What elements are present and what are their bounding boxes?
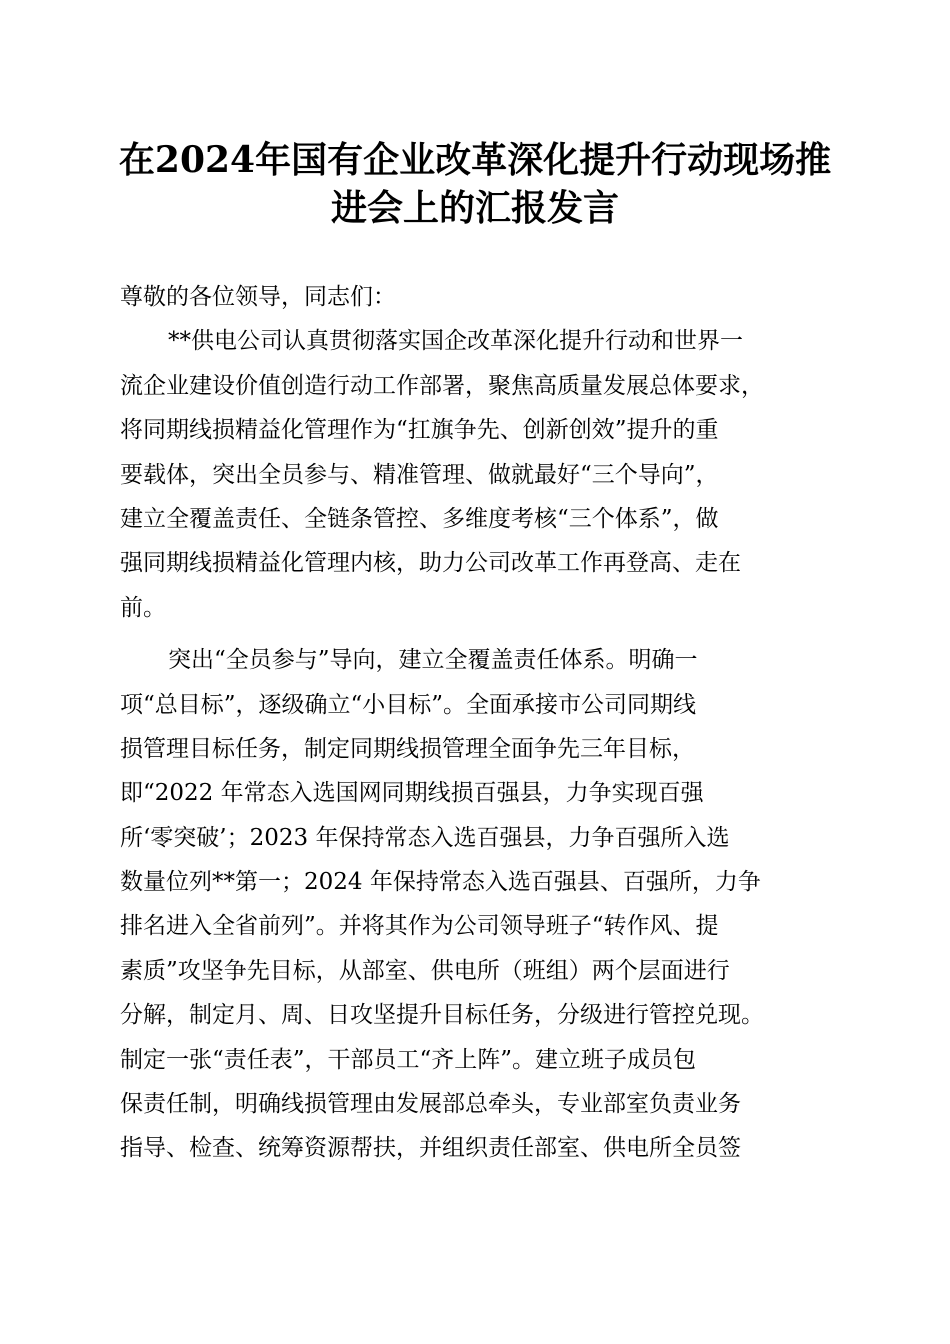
paragraph-line: 强同期线损精益化管理内核，助力公司改革工作再登高、走在 bbox=[120, 550, 741, 577]
paragraph-1 bbox=[120, 319, 836, 630]
paragraph-gap bbox=[120, 630, 836, 638]
paragraph-line: 建立全覆盖责任、全链条管控、多维度考核“三个体系”，做 bbox=[120, 505, 719, 532]
paragraph-line: 即“2022 年常态入选国网同期线损百强县，力争实现百强 bbox=[120, 780, 704, 807]
paragraph-line: 要载体，突出全员参与、精准管理、做就最好“三个导向”， bbox=[120, 461, 719, 488]
paragraph-line: 损管理目标任务，制定同期线损管理全面争先三年目标， bbox=[120, 735, 695, 762]
document-body bbox=[120, 275, 836, 1171]
paragraph-line: 流企业建设价值创造行动工作部署，聚焦高质量发展总体要求， bbox=[120, 372, 764, 399]
title-line-1: 在2024年国有企业改革深化提升行动现场推 bbox=[118, 139, 832, 181]
paragraph-line: 前。 bbox=[120, 594, 166, 621]
paragraph-line: **供电公司认真贯彻落实国企改革深化提升行动和世界一 bbox=[168, 328, 743, 355]
document-title bbox=[110, 136, 840, 232]
paragraph-line: 保责任制，明确线损管理由发展部总牵头，专业部室负责业务 bbox=[120, 1091, 741, 1118]
title-line-2: 进会上的汇报发言 bbox=[330, 187, 619, 229]
paragraph-line: 排名进入全省前列”。并将其作为公司领导班子“转作风、提 bbox=[120, 913, 719, 940]
paragraph-line: 突出“全员参与”导向，建立全覆盖责任体系。明确一 bbox=[168, 647, 698, 674]
salutation: 尊敬的各位领导，同志们： bbox=[120, 284, 396, 310]
paragraph-line: 项“总目标”，逐级确立“小目标”。全面承接市公司同期线 bbox=[120, 691, 697, 718]
paragraph-2 bbox=[120, 638, 836, 1171]
paragraph-line: 指导、检查、统筹资源帮扶，并组织责任部室、供电所全员签 bbox=[120, 1135, 741, 1162]
paragraph-line: 所‘零突破’；2023 年保持常态入选百强县，力争百强所入选 bbox=[120, 824, 730, 851]
paragraph-line: 数量位列**第一；2024 年保持常态入选百强县、百强所，力争 bbox=[120, 869, 761, 896]
paragraph-line: 分解，制定月、周、日攻坚提升目标任务，分级进行管控兑现。 bbox=[120, 1002, 764, 1029]
paragraph-line: 将同期线损精益化管理作为“扛旗争先、创新创效”提升的重 bbox=[120, 417, 719, 444]
paragraph-line: 素质”攻坚争先目标，从部室、供电所（班组）两个层面进行 bbox=[120, 957, 730, 984]
paragraph-line: 制定一张“责任表”，干部员工“齐上阵”。建立班子成员包 bbox=[120, 1046, 697, 1073]
